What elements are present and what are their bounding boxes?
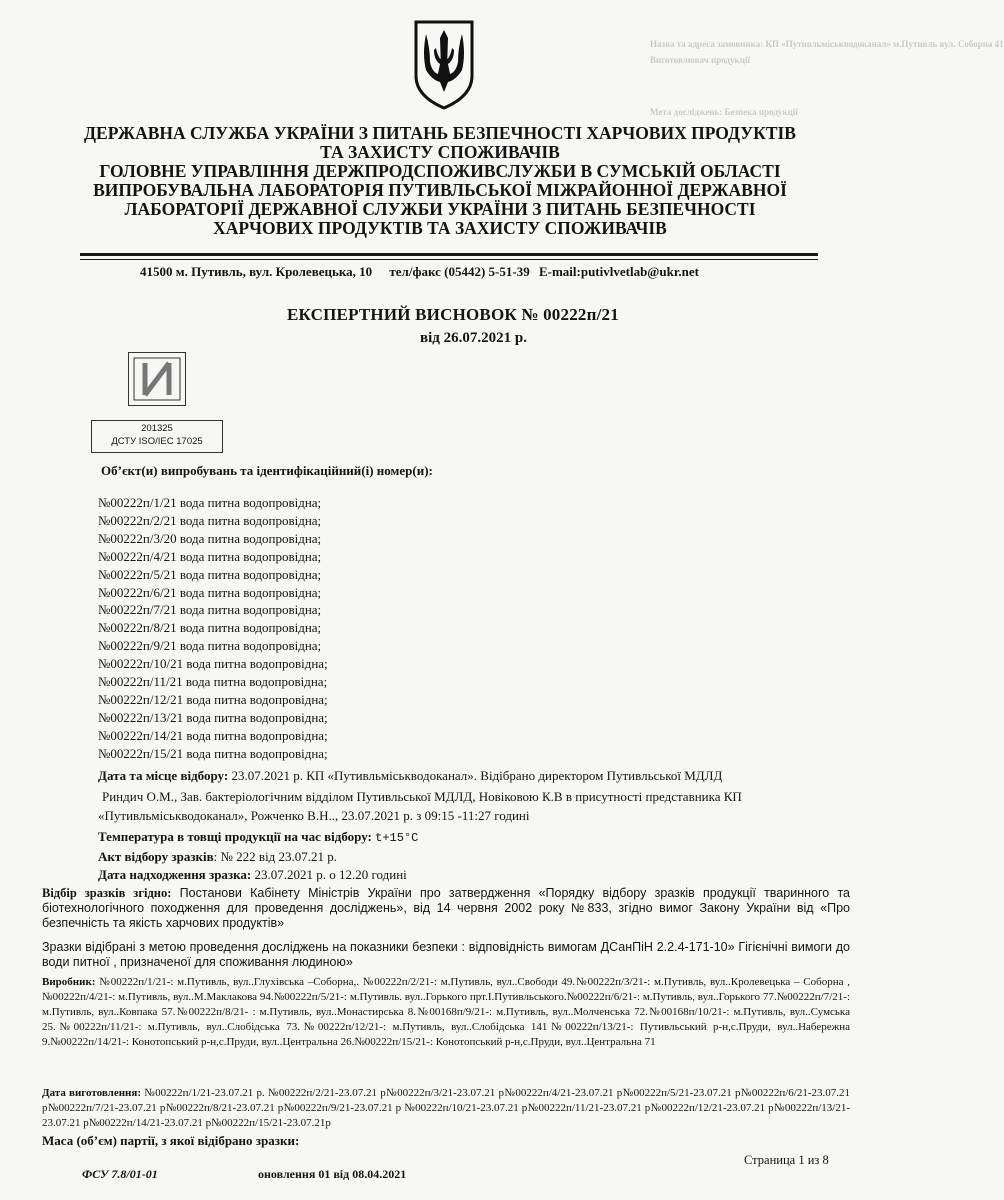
list-item: №00222п/10/21 вода питна водопровідна;: [98, 656, 328, 672]
sampling-line: Риндич О.М., Зав. бактеріологічним відділом Путивльської МДЛД, Новіковою К.В в присутності представника КП: [102, 789, 742, 804]
arrival-line: [98, 867, 407, 883]
email: E-mail:putivlvetlab@ukr.net: [538, 264, 700, 279]
list-item: №00222п/6/21 вода питна водопровідна;: [98, 584, 322, 600]
act-value: : № 222 від 23.07.21 р.: [213, 849, 338, 864]
revision-note: оновлення 01 від 08.04.2021: [258, 1167, 407, 1181]
form-code: ФСУ 7.8/01-01: [82, 1167, 158, 1181]
list-item: №00222п/12/21 вода питна водопровідна;: [98, 691, 328, 707]
header-line: ТА ЗАХИСТУ СПОЖИВАЧІВ: [320, 142, 560, 162]
list-item: №00222п/13/21 вода питна водопровідна;: [98, 709, 328, 725]
arrival-label: Дата надходження зразка:: [98, 867, 252, 882]
accreditation-box: [91, 420, 223, 453]
list-item: №00222п/2/21 вода питна водопровідна;: [98, 512, 322, 528]
sampling-basis: [42, 886, 850, 931]
list-item: №00222п/5/21 вода питна водопровідна;: [98, 566, 322, 582]
sampling-text: 23.07.2021 р. КП «Путивльміськводоканал». Відібрано директором Путивльської МДЛД: [228, 768, 723, 783]
agency-header: [40, 124, 840, 238]
accreditation-standard: ДСТУ ISO/IEC 17025: [111, 436, 203, 447]
temperature-label: Температура в товщі продукції на час відбору:: [98, 829, 372, 844]
temperature-line: [98, 829, 418, 845]
page-number: Страница 1 из 8: [744, 1153, 829, 1167]
bleed-through-text: Виготовлювач продукції: [650, 55, 750, 65]
lab-address: [140, 264, 699, 280]
header-divider: [80, 259, 818, 260]
objects-label: Об’єкт(и) випробувань та ідентифікаційний(і) номер(и):: [101, 463, 433, 478]
manufacture-text: №00222п/1/21-23.07.21 р. №00222п/2/21-23.07.21 р№00222п/3/21-23.07.21 р№00222п/4/21-23.07.21 р№00222п/5/21-23.07.21 р№00222п/6/21-23.07.21 р№00222п/7/21-23.07.21 р№00222п/8/21-23.07.21 р№00222п/9/21-23.07.21 р №00222п/10/21-23.07.21 р№00222п/11/21-23.07.21 р№00222п/12/21-23.07.21 р№00222п/13/21-23.07.21 р№00222п/14/21-23.07.21 р№00222п/15/21-23.07.21р: [42, 1087, 850, 1129]
producer-text: №00222п/1/21-: м.Путивль, вул..Глухівська –Соборна,. №00222п/2/21-: м.Путивль, вул..Свободи 49.№00222п/3/21-: м.Путивль, вул..Кролевецька – Соборна ,№00222п/4/21-: м.Путивль, вул..М.Маклакова 94.№00222п/5/21-: м.Путивль. вул..Горького прт.І.Путивльського.№00222п/6/21-: м.Путивль, вул..Горького 77.№00222п/7/21-: м.Путивль, вул..Ковпака 57.№00222п/8/21- : м.Путивль, вул..Монастирська 8.№00168п/9/21-: м.Путивль, вул..Молченська 72.№00168п/10/21-: м.Путивль, вул..Сумська 25.№00222п/11/21-: м.Путивль, вул..Слобідська 73.№00222п/12/21-: м.Путивль, вул..Слобідська 141№00222п/13/21-: Путивльський р-н,с.Пруди, вул..Набережна 9.№00222п/14/21-: Конотопський р-н,с.Пруди, вул..Центральна 26.№00222п/15/21-: Конотопський р-н,с.Пруди, вул..Центральна 71: [42, 976, 850, 1048]
document-date: від 26.07.2021 р.: [420, 330, 527, 346]
list-item: №00222п/9/21 вода питна водопровідна;: [98, 638, 322, 654]
act-label: Акт відбору зразків: [98, 849, 214, 864]
bleed-through-text: Назва та адреса замовника: КП «Путивльміськводоканал» м.Путивль вул. Соборна 41: [650, 39, 1004, 49]
producer-label: Виробник:: [42, 976, 96, 988]
trident-emblem-icon: [412, 18, 476, 110]
header-line: ВИПРОБУВАЛЬНА ЛАБОРАТОРІЯ ПУТИВЛЬСЬКОЇ МІЖРАЙОННОЇ ДЕРЖАВНОЇ: [93, 180, 787, 200]
phone: тел/факс (05442) 5-51-39: [389, 264, 530, 279]
header-divider: [80, 253, 818, 256]
act-line: [98, 849, 337, 865]
sample-list: [98, 494, 328, 763]
sampling-line: «Путивльміськводоканал», Рожченко В.Н.., 23.07.2021 р. з 09:15 -11:27 годині: [98, 808, 530, 823]
producer-block: [42, 975, 850, 1050]
temperature-value: t+15°C: [375, 831, 419, 845]
basis-label: Відбір зразків згідно:: [42, 886, 172, 900]
sampling-line: [98, 768, 722, 784]
sampling-label: Дата та місце відбору:: [98, 768, 229, 783]
arrival-value: 23.07.2021 р. о 12.20 годині: [251, 867, 407, 882]
header-line: ХАРЧОВИХ ПРОДУКТІВ ТА ЗАХИСТУ СПОЖИВАЧІВ: [213, 218, 667, 238]
list-item: №00222п/14/21 вода питна водопровідна;: [98, 727, 328, 743]
manufacture-label: Дата виготовлення:: [42, 1087, 141, 1099]
street-address: 41500 м. Путивль, вул. Кролевецька, 10: [140, 264, 373, 279]
document-title: ЕКСПЕРТНИЙ ВИСНОВОК № 00222п/21: [287, 305, 619, 324]
accreditation-logo-icon: [128, 352, 186, 406]
list-item: №00222п/4/21 вода питна водопровідна;: [98, 548, 322, 564]
basis-text: Постанови Кабінету Міністрів України про затвердження «Порядку відбору зразків продукції тваринного та біотехнологічного походження для проведення досліджень», від 14 червня 2002 року №833, згідно вимог Закону України від «Про безпечність та якість харчових продуктів»: [42, 886, 850, 930]
purpose-text: Зразки відібрані з метою проведення досліджень на показники безпеки : відповідність вимогам ДСанПіН 2.2.4-171-10» Гігієнічні вимоги до води питної , призначеної для споживання людиною»: [42, 940, 850, 969]
accreditation-number: 201325: [141, 423, 173, 434]
manufacture-block: [42, 1086, 850, 1131]
list-item: №00222п/8/21 вода питна водопровідна;: [98, 620, 322, 636]
header-line: ГОЛОВНЕ УПРАВЛІННЯ ДЕРЖПРОДСПОЖИВСЛУЖБИ В СУМСЬКІЙ ОБЛАСТІ: [99, 161, 781, 181]
list-item: №00222п/3/20 вода питна водопровідна;: [98, 530, 322, 546]
list-item: №00222п/1/21 вода питна водопровідна;: [98, 495, 322, 510]
batch-label: Маса (об’єм) партії, з якої відібрано зразки:: [42, 1133, 300, 1148]
list-item: №00222п/7/21 вода питна водопровідна;: [98, 602, 322, 618]
bleed-through-text: Мета досліджень: Безпека продукції: [650, 107, 798, 117]
list-item: №00222п/15/21 вода питна водопровідна;: [98, 745, 328, 761]
list-item: №00222п/11/21 вода питна водопровідна;: [98, 674, 328, 690]
header-line: ДЕРЖАВНА СЛУЖБА УКРАЇНИ З ПИТАНЬ БЕЗПЕЧНОСТІ ХАРЧОВИХ ПРОДУКТІВ: [84, 123, 796, 143]
header-line: ЛАБОРАТОРІЇ ДЕРЖАВНОЇ СЛУЖБИ УКРАЇНИ З ПИТАНЬ БЕЗПЕЧНОСТІ: [124, 199, 756, 219]
